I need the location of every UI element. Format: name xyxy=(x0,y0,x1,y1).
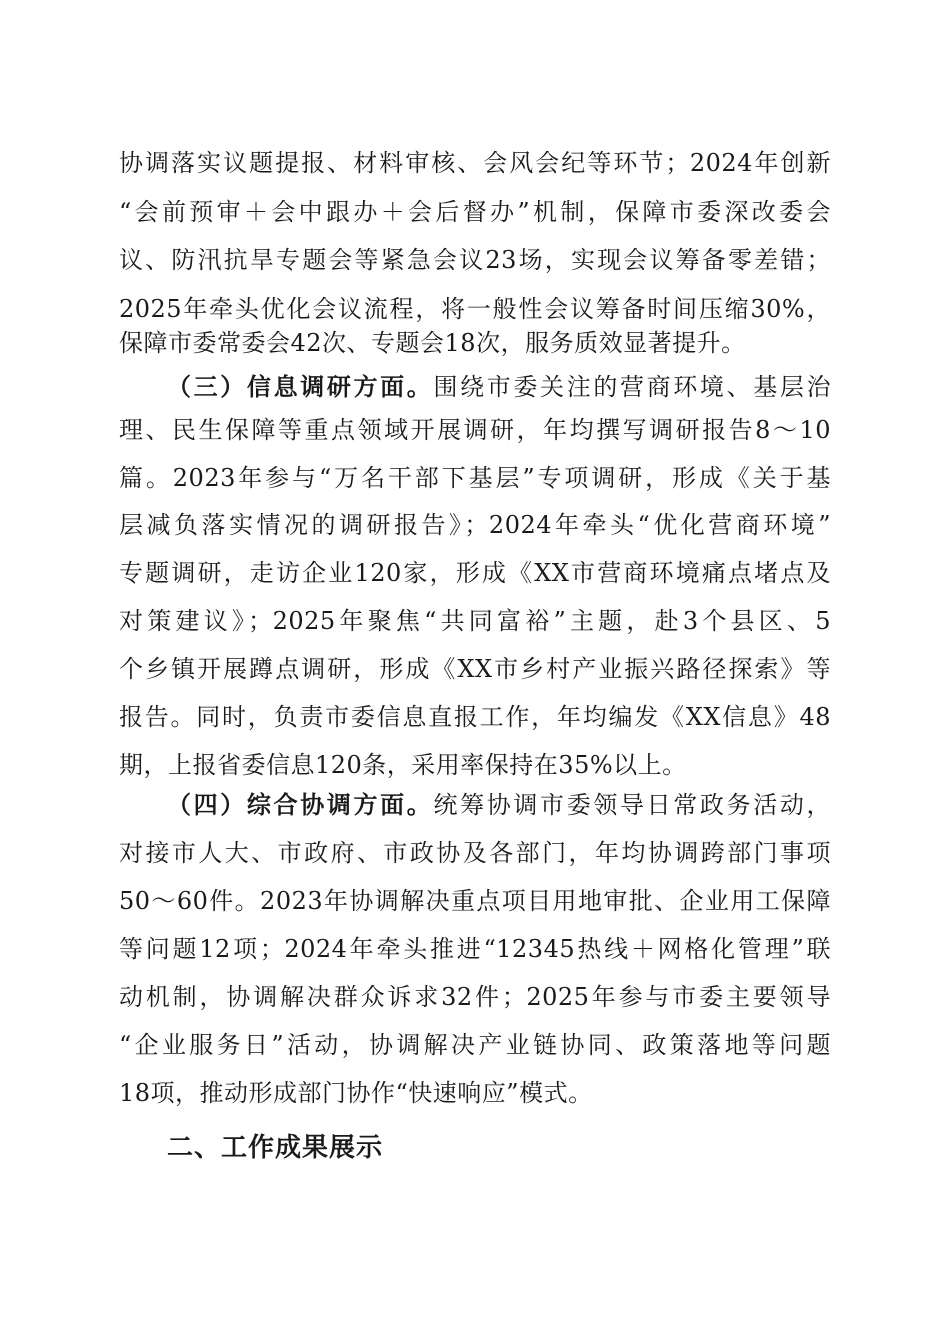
paragraph-2-line-8: 报告。同时，负责市委信息直报工作，年均编发《XX信息》48 xyxy=(119,703,831,731)
paragraph-3-line-5: 动机制，协调解决群众诉求32件；2025年参与市委主要领导 xyxy=(119,983,831,1011)
paragraph-2-line-2: 理、民生保障等重点领域开展调研，年均撰写调研报告8～10 xyxy=(119,416,831,444)
paragraph-2-line-4: 层减负落实情况的调研报告》；2024年牵头“优化营商环境” xyxy=(119,511,831,539)
paragraph-2-line-1 xyxy=(167,370,831,404)
paragraph-3-first-line-text: 统筹协调市委领导日常政务活动， xyxy=(433,791,832,819)
paragraph-2-lead: （三）信息调研方面。 xyxy=(167,372,434,401)
paragraph-3-line-4: 等问题12项；2024年牵头推进“12345热线＋网格化管理”联 xyxy=(119,935,831,963)
section-heading: 二、工作成果展示 xyxy=(167,1133,384,1163)
paragraph-2-line-7: 个乡镇开展蹲点调研，形成《XX市乡村产业振兴路径探索》等 xyxy=(119,655,831,683)
paragraph-3-line-3: 50～60件。2023年协调解决重点项目用地审批、企业用工保障 xyxy=(119,887,831,915)
paragraph-3-lead: （四）综合协调方面。 xyxy=(167,790,434,819)
paragraph-1-line-5: 保障市委常委会42次、专题会18次，服务质效显著提升。 xyxy=(119,329,746,357)
paragraph-3-line-7: 18项，推动形成部门协作“快速响应”模式。 xyxy=(119,1079,593,1107)
paragraph-1-line-4: 2025年牵头优化会议流程，将一般性会议筹备时间压缩30%， xyxy=(119,295,831,323)
paragraph-1-line-1: 协调落实议题提报、材料审核、会风会纪等环节；2024年创新 xyxy=(119,149,831,177)
paragraph-2-first-line-text: 围绕市委关注的营商环境、基层治 xyxy=(433,373,832,401)
paragraph-3-line-1 xyxy=(167,788,831,822)
paragraph-3-line-6: “企业服务日”活动，协调解决产业链协同、政策落地等问题 xyxy=(119,1031,831,1059)
paragraph-2-line-6: 对策建议》；2025年聚焦“共同富裕”主题，赴3个县区、5 xyxy=(119,607,831,635)
paragraph-1-line-3: 议、防汛抗旱专题会等紧急会议23场，实现会议筹备零差错； xyxy=(119,246,831,274)
paragraph-3-line-2: 对接市人大、市政府、市政协及各部门，年均协调跨部门事项 xyxy=(119,839,831,867)
paragraph-2-line-5: 专题调研，走访企业120家，形成《XX市营商环境痛点堵点及 xyxy=(119,559,831,587)
paragraph-2-line-3: 篇。2023年参与“万名干部下基层”专项调研，形成《关于基 xyxy=(119,464,831,492)
paragraph-2-line-9: 期，上报省委信息120条，采用率保持在35%以上。 xyxy=(119,751,687,779)
paragraph-1-line-2: “会前预审＋会中跟办＋会后督办”机制，保障市委深改委会 xyxy=(119,198,831,226)
